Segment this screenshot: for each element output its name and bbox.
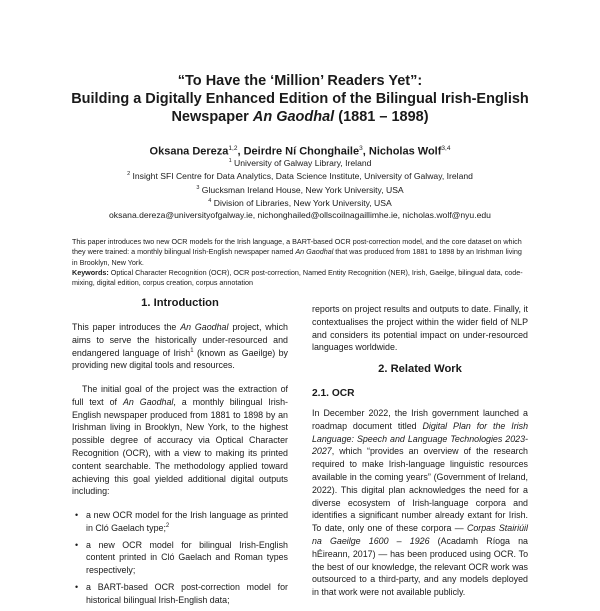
author-list: Oksana Dereza$^{1,2}$, Deirdre Ní Chonghaile$^3$, Nicholas Wolf$^{3,4}$ xyxy=(149,145,451,158)
affiliations xyxy=(0,156,600,221)
author-affil-sup: 3,4 xyxy=(441,145,451,152)
list-item-text: a new OCR model for bilingual Irish-English content printed in Cló Gaelach and Roman types respectively; xyxy=(86,539,288,576)
affiliation-number: 4 xyxy=(208,198,212,205)
affiliation-text: University of Galway Library, Ireland xyxy=(234,157,372,168)
affiliation xyxy=(0,183,600,196)
list-item-text: a BART-based OCR post-correction model for historical bilingual Irish-English data; xyxy=(86,581,288,605)
affiliation-text: Division of Libraries, New York University, USA xyxy=(213,198,392,209)
abstract-text-part: that was produced from 1881 to 1898 by an Irishman living in Brooklyn, New York. xyxy=(72,247,522,267)
affiliation xyxy=(0,196,600,209)
keywords-list: Optical Character Recognition (OCR), OCR post-correction, Named Entity Recognition (NER), Irish, Gaeilge, bilingual data, code-mixing, digital edition, corpus creation, corpus annotation xyxy=(72,267,523,288)
document-title: Digital Plan for the Irish Language: Speech and Language Technologies 2023-2027 xyxy=(312,420,529,457)
para-text: (Acadamh Ríoga na hÉireann, 2017) — has been produced using OCR. To the best of our knowledge, the relevant OCR work was outsourced to a third-party, and any models deployed in that work were not available publicly. xyxy=(312,535,528,598)
affiliation-text: Insight SFI Centre for Data Analytics, Data Science Institute, University of Galway, Ireland xyxy=(132,171,473,182)
footnote-marker[interactable]: 2 xyxy=(165,522,170,529)
list-item xyxy=(72,581,288,607)
intro-paragraph-2 xyxy=(72,383,288,498)
title-newspaper-name: An Gaodhal xyxy=(252,109,335,125)
bullet-marker: • xyxy=(75,581,79,592)
intro-paragraph-1 xyxy=(72,321,288,372)
list-item xyxy=(72,539,288,577)
para-text: The initial goal of the project was the extraction of full text of xyxy=(72,384,288,407)
abstract xyxy=(72,237,528,288)
para-text: In December 2022, the Irish government launched a roadmap document titled xyxy=(312,408,528,431)
author-affil-sup: 3 xyxy=(359,145,363,152)
abstract-newspaper-name: An Gaodhal xyxy=(295,247,334,257)
bullet-marker: • xyxy=(75,539,79,550)
list-item xyxy=(72,509,288,535)
title-line-2: Building a Digitally Enhanced Edition of the Bilingual Irish-English xyxy=(71,91,529,107)
ocr-paragraph xyxy=(312,407,528,599)
title-line-3-suffix: (1881 – 1898) xyxy=(334,109,429,125)
abstract-text-part: This paper introduces two new OCR models for the Irish language, a BART-based OCR post-correction model, and the core dataset on which they were trained: a monthly bilingual Irish-English newspaper named xyxy=(72,237,522,257)
affiliation xyxy=(0,169,600,182)
para-text: project, which aims to serve the historically under-resourced and endangered language of Irish xyxy=(72,322,288,358)
list-item-text: a new OCR model for the Irish language as printed in Cló Gaelach type; xyxy=(86,510,288,533)
affiliation-number: 3 xyxy=(196,184,200,191)
footnote-marker[interactable]: 1 xyxy=(190,347,194,354)
abstract-text xyxy=(72,237,528,268)
section-heading-related-work: 2. Related Work xyxy=(378,363,462,375)
para-text: , a monthly bilingual Irish-English newspaper produced from 1881 to 1898 by an Irishman living in Brooklyn, New York, to the highest possible degree of accuracy via Optical Character Recognition (OCR), with a view to making its printed content searchable. The methodology applied toward achieving this goal yielded additional digital outputs including: xyxy=(72,396,288,497)
author-name: Nicholas Wolf xyxy=(368,145,442,158)
intro-closing-paragraph: reports on project results and outputs to date. Finally, it contextualises the project within the wider field of NLP and considers its potential impact on under-resourced languages worldwide. xyxy=(312,304,528,353)
affiliation-number: 1 xyxy=(228,158,232,164)
subsection-heading-ocr: 2.1. OCR xyxy=(312,388,355,399)
author-name: Oksana Dereza xyxy=(149,145,229,158)
paper-title xyxy=(0,72,600,126)
para-text: This paper introduces the xyxy=(72,322,181,332)
title-line-3 xyxy=(0,108,600,126)
author-emails: oksana.dereza@universityofgalway.ie, nichonghailed@ollscoilnagaillimhe.ie, nicholas.wolf@nyu.edu xyxy=(109,209,491,220)
newspaper-name: An Gaodhal xyxy=(180,322,229,332)
title-line-1: “To Have the ‘Million’ Readers Yet”: xyxy=(177,73,423,89)
newspaper-name: An Gaodhal xyxy=(122,396,174,407)
author-name: Deirdre Ní Chonghaile xyxy=(243,145,360,158)
keywords-label: Keywords: xyxy=(72,267,109,277)
outputs-list xyxy=(72,509,288,611)
affiliation-number: 2 xyxy=(127,171,131,178)
affiliation-text: Glucksman Ireland House, New York University, USA xyxy=(201,184,404,195)
author-affil-sup: 1,2 xyxy=(228,145,238,152)
bullet-marker: • xyxy=(75,510,79,520)
affiliation xyxy=(0,156,600,169)
para-text: , which “provides an overview of the research required to make Irish-language linguistic resources available in the coming years” (Government of Ireland, 2022). This digital plan acknowledges the need for a diverse ecosystem of Irish-language corpora and identifies a significant number already extant for Irish. To date, only one of these corpora — xyxy=(312,446,528,534)
title-line-3-prefix: Newspaper xyxy=(171,109,253,125)
corpus-title: Corpas Stairiúil na Gaeilge 1600 – 1926 xyxy=(312,523,528,546)
keywords xyxy=(72,268,528,289)
section-heading-introduction: 1. Introduction xyxy=(141,297,219,309)
para-text: (known as Gaeilge) by providing new digital tools and resources. xyxy=(72,347,288,371)
